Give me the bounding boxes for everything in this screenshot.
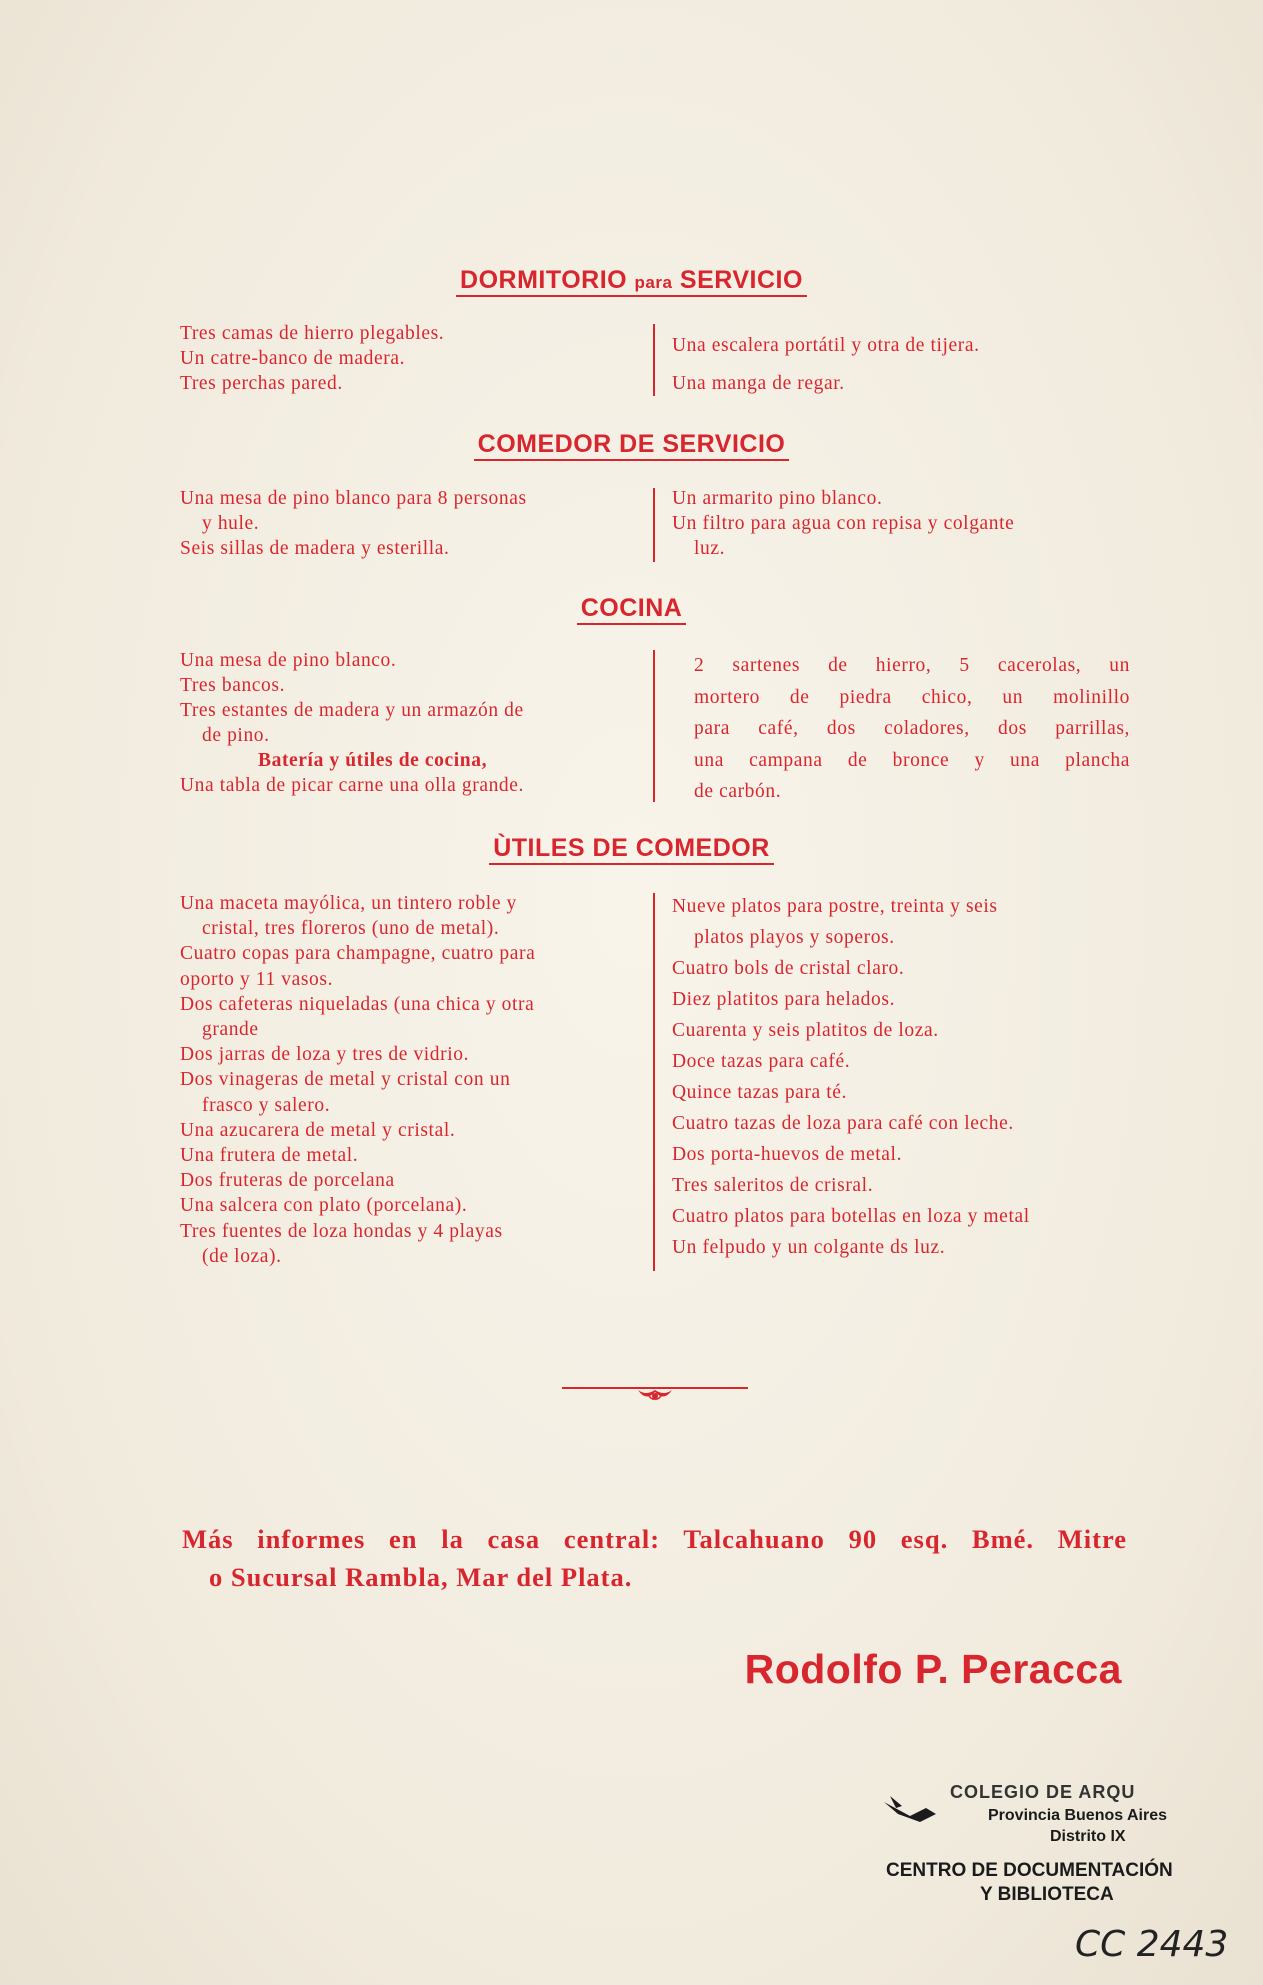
column-divider xyxy=(653,893,655,1271)
cocina-subheading: Batería y útiles de cocina, xyxy=(258,750,488,771)
item-text: Tres saleritos de crisral. xyxy=(672,1175,874,1196)
list-item xyxy=(180,992,635,1042)
list-item xyxy=(672,1046,1132,1077)
item-text: Dos cafeteras niqueladas (una chica y otra xyxy=(180,993,535,1015)
item-text: Tres estantes de madera y un armazón de xyxy=(180,700,524,721)
list-item xyxy=(180,698,635,748)
item-text: Dos vinageras de metal y cristal con un xyxy=(180,1069,511,1091)
catalog-code: CC 2443 xyxy=(1075,1924,1229,1965)
list-item xyxy=(180,1118,635,1143)
list-item xyxy=(180,673,635,698)
column-divider xyxy=(653,650,655,802)
item-continuation: y hule. xyxy=(202,513,260,534)
section-title-dormitorio xyxy=(0,266,1263,295)
contact-info xyxy=(182,1520,1127,1596)
signature-name: Rodolfo P. Peracca xyxy=(744,1646,1122,1692)
item-text: Dos jarras de loza y tres de vidrio. xyxy=(180,1044,470,1066)
item-text: Tres bancos. xyxy=(180,675,286,696)
title-cocina: COCINA xyxy=(577,594,687,625)
list-item xyxy=(180,1219,635,1269)
item-continuation: oporto y 11 vasos. xyxy=(180,968,334,990)
ornament-divider-icon xyxy=(560,1380,750,1410)
item-text: Una salcera con plato (porcelana). xyxy=(180,1195,468,1217)
item-text: Quince tazas para té. xyxy=(672,1082,848,1103)
item-text: Dos porta-huevos de metal. xyxy=(672,1144,903,1165)
item-text: Doce tazas para café. xyxy=(672,1051,851,1072)
list-item: Una escalera portátil y otra de tijera. xyxy=(672,335,980,356)
item-text: Una mesa de pino blanco. xyxy=(180,650,397,671)
item-text: Una frutera de metal. xyxy=(180,1145,359,1167)
list-item xyxy=(180,536,635,561)
stamp-line-2: Provincia Buenos Aires xyxy=(988,1807,1168,1824)
list-item: Tres perchas pared. xyxy=(180,373,343,394)
item-text: Cuarenta y seis platitos de loza. xyxy=(672,1020,939,1041)
contact-line-1: Más informes en la casa central: Talcahuano 90 esq. Bmé. Mitre xyxy=(182,1524,1127,1554)
stamp-line-3: Distrito IX xyxy=(1050,1828,1126,1845)
utiles-right-column xyxy=(672,891,1132,1263)
item-continuation: (de loza). xyxy=(202,1245,282,1267)
item-continuation: grande xyxy=(202,1019,259,1041)
list-item xyxy=(672,1170,1132,1201)
list-item xyxy=(180,1143,635,1168)
list-item xyxy=(672,1232,1132,1263)
list-item xyxy=(180,1067,635,1117)
list-item xyxy=(672,1015,1132,1046)
title-dormitorio-c: SERVICIO xyxy=(679,266,803,294)
title-comedor-servicio: COMEDOR DE SERVICIO xyxy=(474,430,790,461)
stamp-line-4: CENTRO DE DOCUMENTACIÓN xyxy=(886,1860,1173,1881)
item-text: Cuatro platos para botellas en loza y metal xyxy=(672,1206,1030,1227)
item-text: Un filtro para agua con repisa y colgante xyxy=(672,513,1015,534)
item-text: Una mesa de pino blanco para 8 personas xyxy=(180,488,527,509)
stamp-line-5: Y BIBLIOTECA xyxy=(980,1884,1114,1905)
item-continuation: de pino. xyxy=(202,725,270,746)
item-continuation: luz. xyxy=(694,538,726,559)
stamp-emblem-icon xyxy=(880,1792,940,1832)
list-item xyxy=(672,511,1132,561)
item-text: Nueve platos para postre, treinta y seis xyxy=(672,896,998,917)
item-text: Una azucarera de metal y cristal. xyxy=(180,1119,456,1141)
list-item: Una manga de regar. xyxy=(672,373,845,394)
list-item: Tres camas de hierro plegables. xyxy=(180,323,445,344)
list-item xyxy=(180,648,635,673)
item-text: Cuatro tazas de loza para café con leche. xyxy=(672,1113,1014,1134)
list-item xyxy=(672,953,1132,984)
cocina-right-column xyxy=(694,650,1130,808)
item-text: Seis sillas de madera y esterilla. xyxy=(180,538,450,559)
item-text: Dos fruteras de porcelana xyxy=(180,1170,395,1192)
title-utiles: ÙTILES DE COMEDOR xyxy=(489,834,774,865)
utiles-left-column xyxy=(180,891,635,1269)
list-item xyxy=(180,486,635,536)
list-item xyxy=(672,891,1132,953)
list-item: Una tabla de picar carne una olla grande. xyxy=(180,775,525,796)
list-line: para café, dos coladores, dos parrillas, xyxy=(694,718,1130,739)
item-text: Cuatro bols de cristal claro. xyxy=(672,958,905,979)
contact-line-2: o Sucursal Rambla, Mar del Plata. xyxy=(209,1562,633,1592)
list-item xyxy=(672,984,1132,1015)
list-item xyxy=(180,941,635,991)
title-dormitorio-a: DORMITORIO xyxy=(460,266,628,294)
list-item xyxy=(180,1168,635,1193)
list-line: de carbón. xyxy=(694,781,782,802)
comedor-servicio-left-column xyxy=(180,486,635,561)
item-text: Un armarito pino blanco. xyxy=(672,488,883,509)
item-continuation: cristal, tres floreros (uno de metal). xyxy=(202,918,500,940)
dormitorio-right-column xyxy=(672,327,1132,403)
archive-stamp xyxy=(860,1772,1260,1972)
item-text: Una maceta mayólica, un tintero roble y xyxy=(180,893,517,914)
list-item xyxy=(672,1077,1132,1108)
list-item: Un catre-banco de madera. xyxy=(180,348,406,369)
section-title-comedor-servicio xyxy=(0,430,1263,459)
section-title-cocina xyxy=(0,594,1263,623)
list-item xyxy=(180,1193,635,1218)
list-item xyxy=(672,1108,1132,1139)
list-item xyxy=(180,1042,635,1067)
dormitorio-left-column xyxy=(180,321,635,396)
item-text: Cuatro copas para champagne, cuatro para xyxy=(180,943,536,965)
list-item xyxy=(180,891,635,941)
item-text: Un felpudo y un colgante ds luz. xyxy=(672,1237,946,1258)
item-continuation: platos playos y soperos. xyxy=(694,927,895,948)
item-continuation: frasco y salero. xyxy=(202,1094,331,1116)
stamp-line-1: COLEGIO DE ARQU xyxy=(950,1782,1136,1802)
list-item xyxy=(672,1139,1132,1170)
list-item xyxy=(672,486,1132,511)
column-divider xyxy=(653,488,655,562)
cocina-left-column xyxy=(180,648,635,798)
column-divider xyxy=(653,324,655,396)
list-line: una campana de bronce y una plancha xyxy=(694,749,1130,771)
list-line: 2 sartenes de hierro, 5 cacerolas, un xyxy=(694,655,1130,676)
item-text: Tres fuentes de loza hondas y 4 playas xyxy=(180,1220,503,1242)
title-dormitorio-b: para xyxy=(634,273,673,292)
section-title-utiles xyxy=(0,834,1263,863)
item-text: Diez platitos para helados. xyxy=(672,989,896,1010)
list-item xyxy=(672,1201,1132,1232)
comedor-servicio-right-column xyxy=(672,486,1132,561)
list-line: mortero de piedra chico, un molinillo xyxy=(694,686,1130,708)
